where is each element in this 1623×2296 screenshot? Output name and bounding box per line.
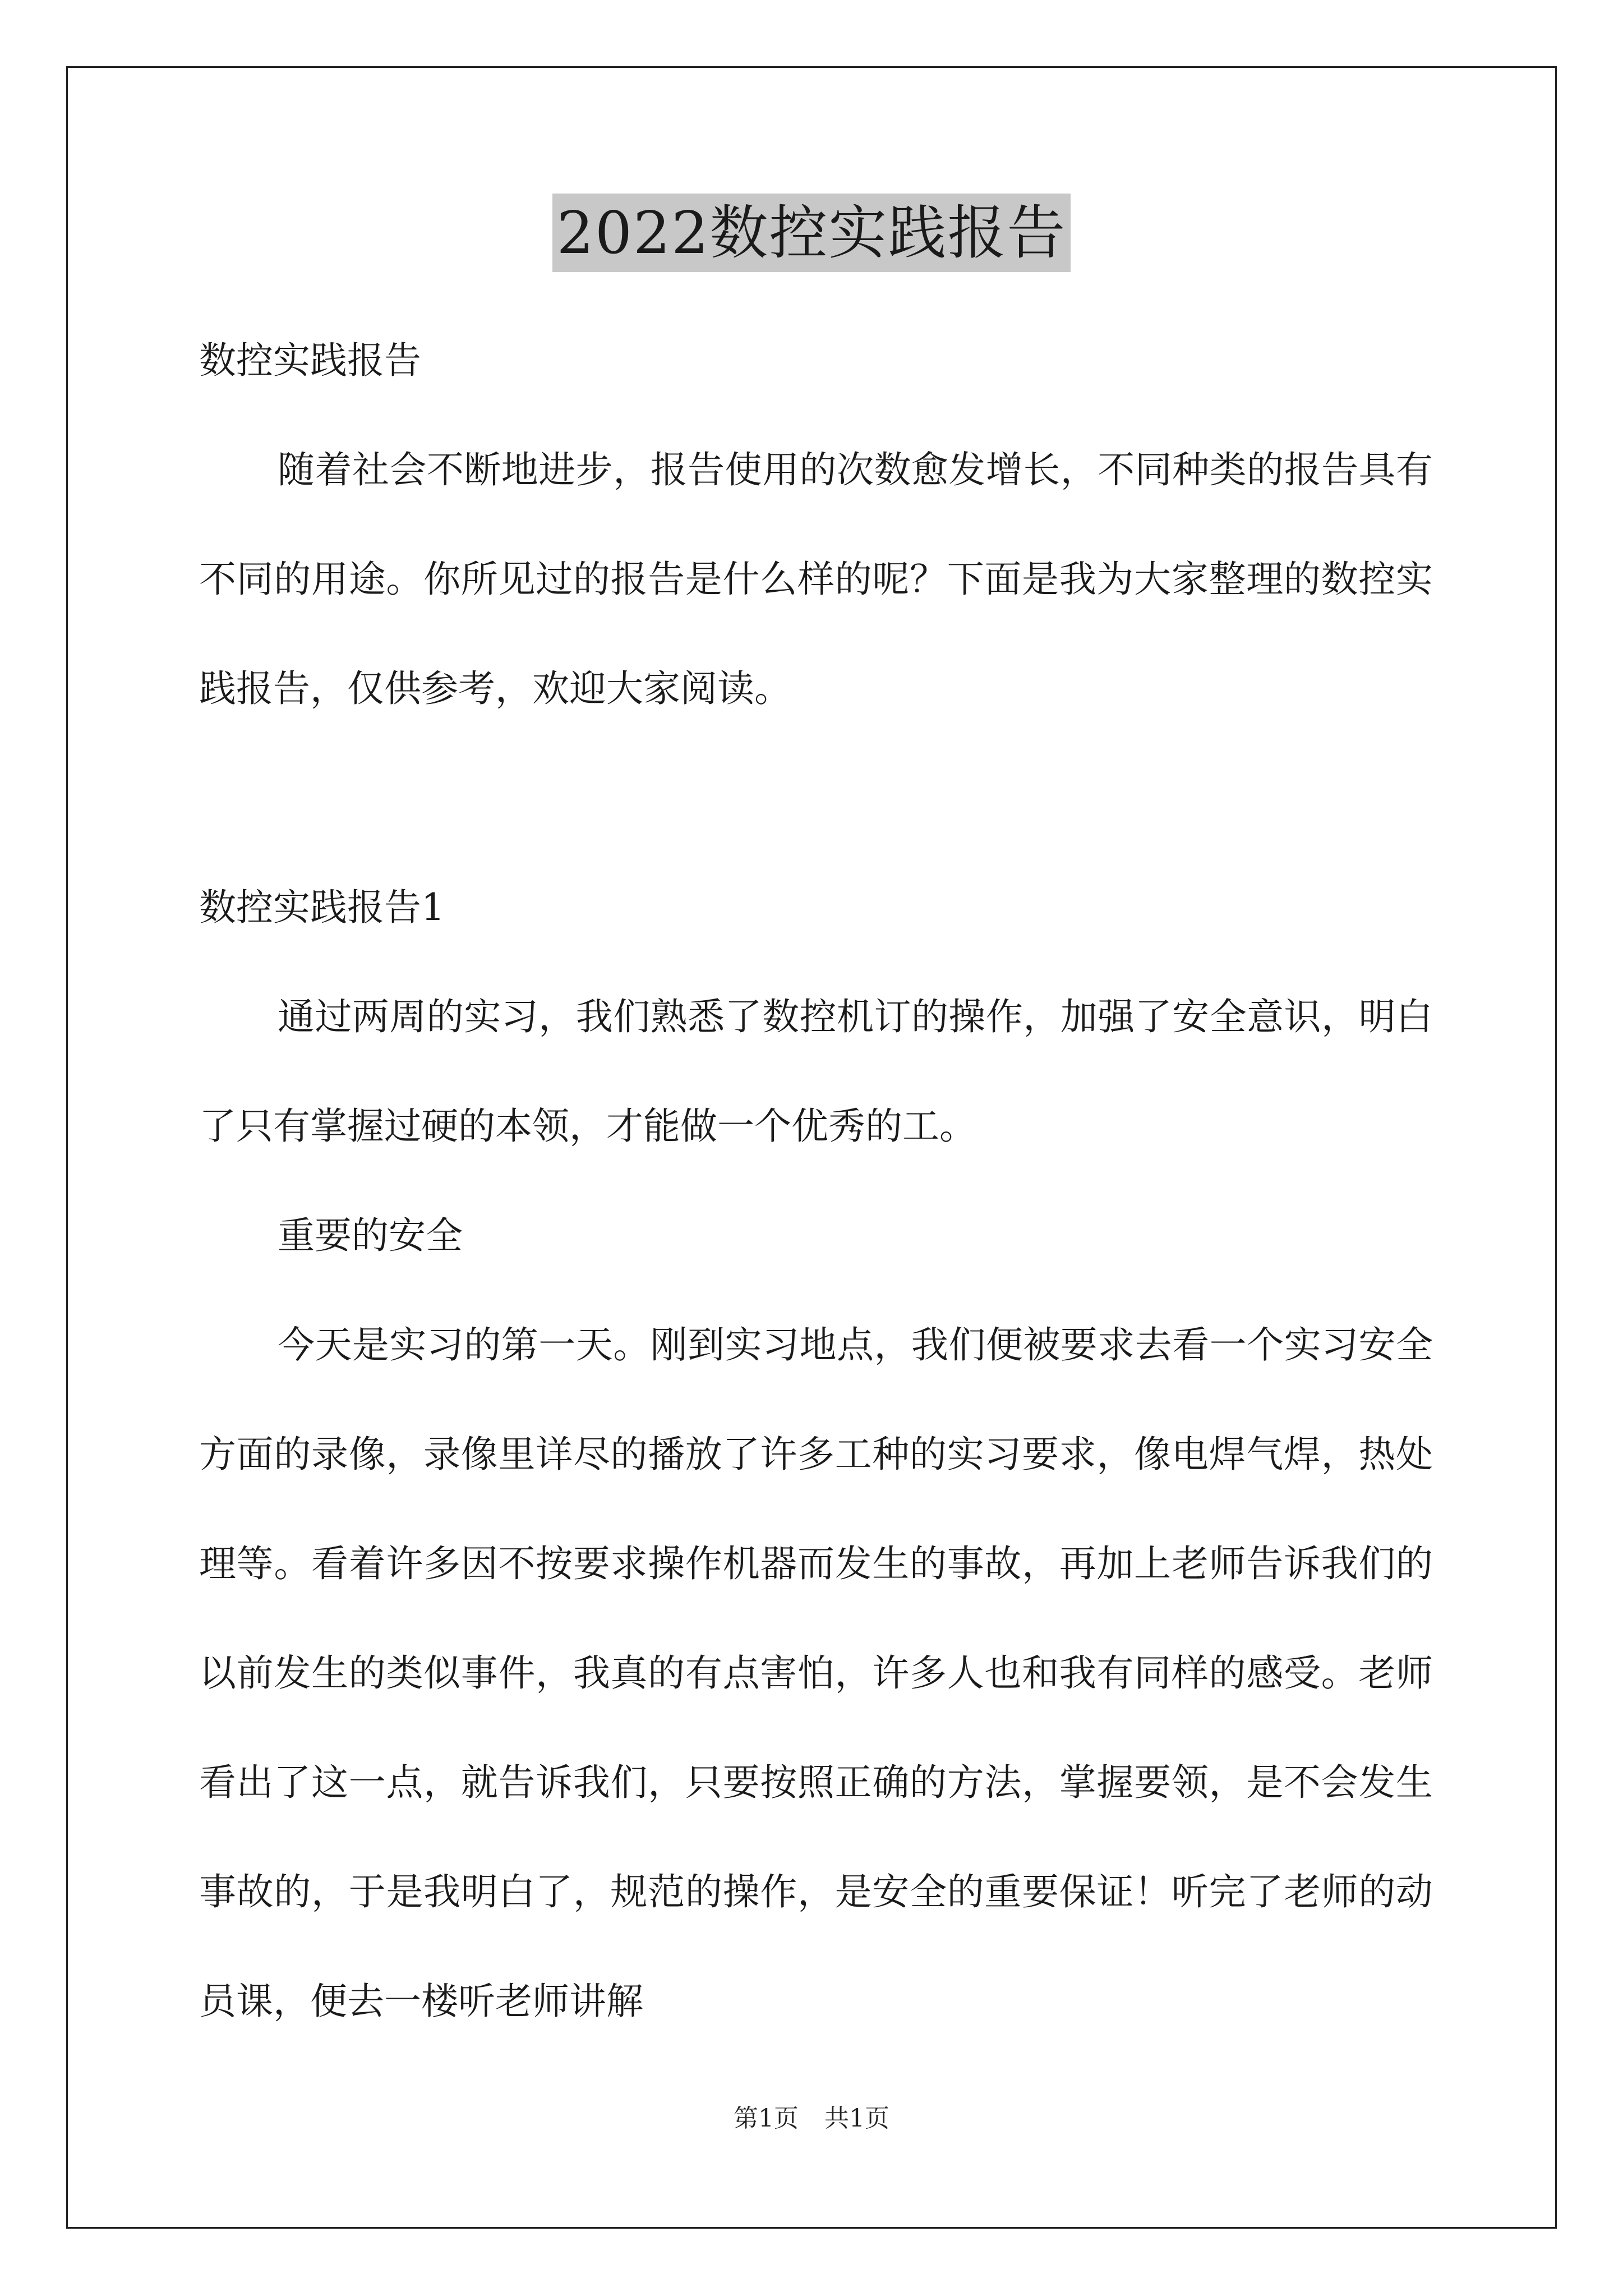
intro-paragraph: 随着社会不断地进步，报告使用的次数愈发增长，不同种类的报告具有不同的用途。你所见过的报告是什么样的呢？下面是我为大家整理的数控实践报告，仅供参考，欢迎大家阅读。 bbox=[199, 448, 1433, 710]
subtitle: 数控实践报告 bbox=[199, 339, 421, 382]
document-title: 2022数控实践报告 bbox=[552, 194, 1071, 272]
spacer bbox=[199, 743, 1433, 853]
section-paragraph-2: 今天是实习的第一天。刚到实习地点，我们便被要求去看一个实习安全方面的录像，录像里详尽的播放了许多工种的实习要求，像电焊气焊，热处理等。看着许多因不按要求操作机器而发生的事故，再加上老师告诉我们的以前发生的类似事件，我真的有点害怕，许多人也和我有同样的感受。老师看出了这一点，就告诉我们，只要按照正确的方法，掌握要领，是不会发生事故的，于是我明白了，规范的操作，是安全的重要保证！听完了老师的动员课，便去一楼听老师讲解 bbox=[199, 1323, 1433, 2023]
page-footer bbox=[0, 2098, 1623, 2134]
section-paragraph-1: 通过两周的实习，我们熟悉了数控机订的操作，加强了安全意识，明白了只有掌握过硬的本领，才能做一个优秀的工。 bbox=[199, 995, 1433, 1148]
document-body bbox=[199, 306, 1433, 2056]
page-number-current: 第1页 bbox=[734, 2104, 799, 2133]
section-heading: 数控实践报告1 bbox=[199, 886, 445, 929]
title-container bbox=[0, 194, 1623, 272]
section-subheading: 重要的安全 bbox=[278, 1214, 463, 1257]
page-number-total: 共1页 bbox=[824, 2104, 889, 2133]
